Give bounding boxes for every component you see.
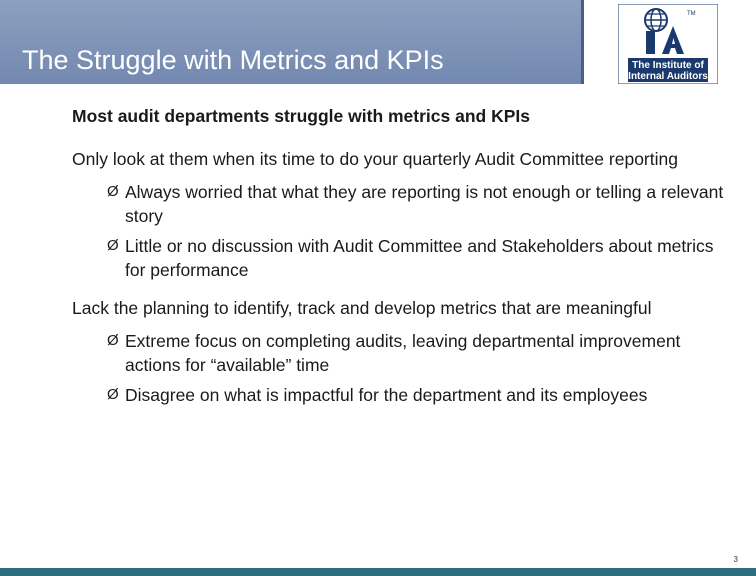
list-item [72,383,732,407]
iia-logo-graphic [618,4,718,84]
iia-logo [618,4,718,84]
bullet-list-2 [72,329,732,407]
page-number: 3 [733,555,738,564]
arrow-bullet-icon: Ø [107,332,119,349]
paragraph-1: Only look at them when its time to do your quarterly Audit Committee reporting [72,149,678,169]
bullet-text: Extreme focus on completing audits, leaving departmental improvement actions for “available” time [125,331,681,375]
slide-title: The Struggle with Metrics and KPIs [22,45,444,75]
bullet-list-1 [72,180,732,282]
logo-line-1: The Institute of [632,60,704,71]
slide-body [72,104,732,421]
arrow-bullet-icon: Ø [107,386,119,403]
title-band-separator [581,0,584,84]
logo-line-2: Internal Auditors [628,71,708,82]
paragraph-2: Lack the planning to identify, track and develop metrics that are meaningful [72,298,652,318]
bullet-text: Little or no discussion with Audit Committee and Stakeholders about metrics for performance [125,236,714,280]
arrow-bullet-icon: Ø [107,183,119,200]
list-item [72,180,732,228]
list-item [72,329,732,377]
arrow-bullet-icon: Ø [107,237,119,254]
bullet-text: Disagree on what is impactful for the department and its employees [125,385,648,405]
logo-trademark: TM [687,11,696,17]
lead-statement: Most audit departments struggle with metrics and KPIs [72,106,530,126]
bullet-text: Always worried that what they are reporting is not enough or telling a relevant story [125,182,724,226]
list-item [72,234,732,282]
footer-bar [0,568,756,576]
